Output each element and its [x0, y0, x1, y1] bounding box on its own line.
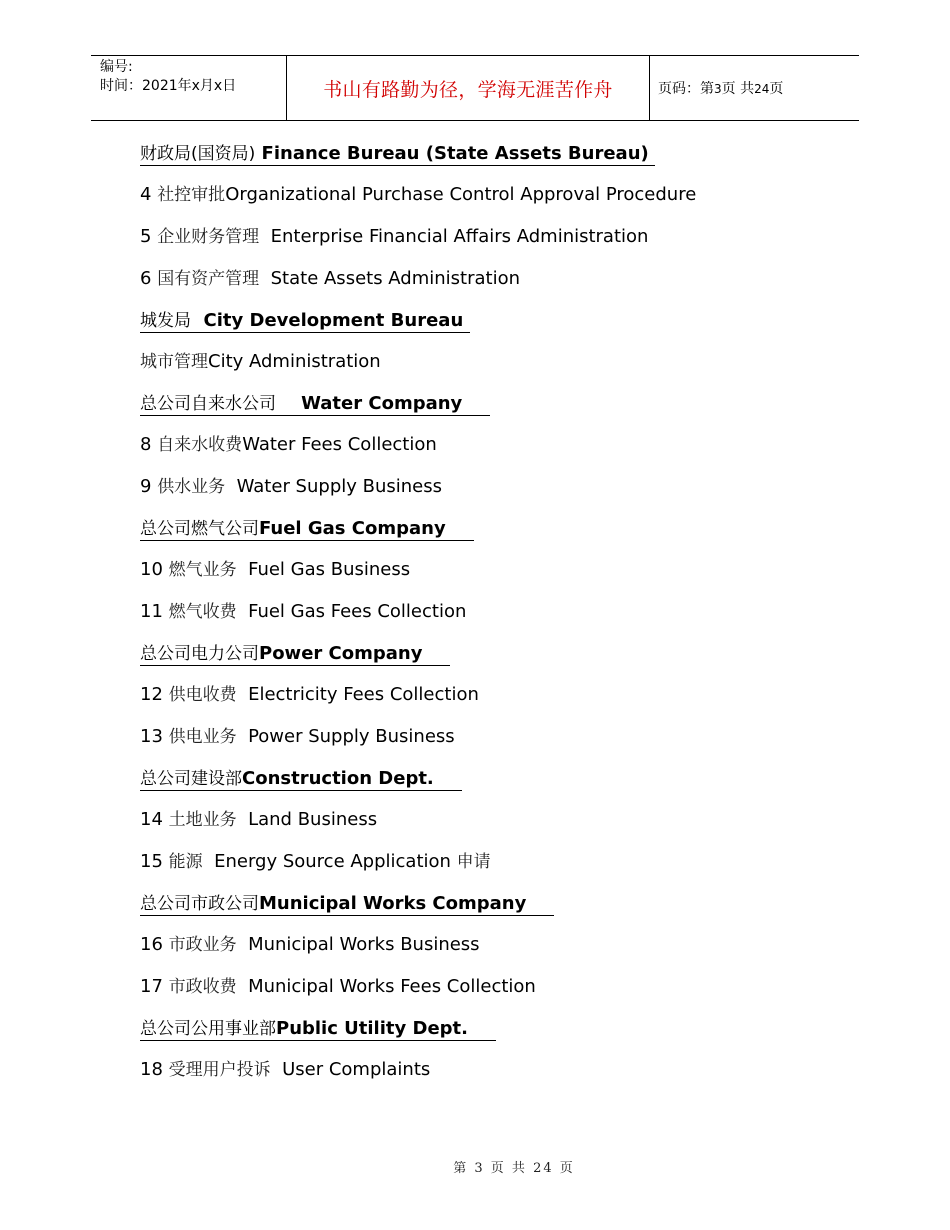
heading-en: Water Company [276, 393, 463, 414]
item-en: Energy Source Application [202, 851, 457, 872]
item-number: 16 [140, 934, 163, 955]
item-number: 10 [140, 559, 163, 580]
item-cn: 市政业务 [168, 935, 237, 955]
page-total: 24 [754, 82, 770, 96]
item-number: 18 [140, 1059, 163, 1080]
list-item [140, 183, 696, 207]
heading-cn: 总公司电力公司 [140, 644, 259, 664]
header-page-cell [650, 56, 859, 120]
list-item [140, 267, 520, 291]
item-cn: 市政收费 [168, 977, 237, 997]
list-item [140, 850, 491, 874]
item-en: Municipal Works Fees Collection [236, 976, 536, 997]
heading-cn: 财政局(国资局) [140, 144, 256, 164]
item-en: Land Business [236, 809, 378, 830]
list-item [140, 933, 480, 957]
item-en: City Administration [208, 351, 381, 372]
item-en: Fuel Gas Business [236, 559, 411, 580]
section-heading [140, 893, 554, 916]
item-cn: 自来水收费 [157, 435, 243, 455]
heading-en: Construction Dept. [242, 768, 434, 789]
section-heading [140, 393, 490, 416]
item-cn: 燃气收费 [168, 602, 237, 622]
item-cn: 供电收费 [168, 685, 237, 705]
heading-cn: 总公司自来水公司 [140, 394, 276, 414]
item-number: 8 [140, 434, 152, 455]
item-en: Power Supply Business [236, 726, 455, 747]
item-number: 4 [140, 184, 152, 205]
item-cn: 企业财务管理 [157, 227, 260, 247]
item-number: 13 [140, 726, 163, 747]
item-en: Enterprise Financial Affairs Administration [259, 226, 649, 247]
list-item [140, 600, 466, 624]
heading-en: Power Company [259, 643, 423, 664]
heading-cn: 城发局 [140, 311, 191, 331]
page-mid: 页 共 [721, 81, 755, 97]
item-cn: 燃气业务 [168, 560, 237, 580]
item-cn: 能源 [168, 852, 203, 872]
number-label: 编号: [100, 59, 133, 75]
heading-en: City Development Bureau [191, 310, 464, 331]
footer-suffix: 页 [559, 1161, 575, 1176]
item-en: Fuel Gas Fees Collection [236, 601, 467, 622]
item-cn: 国有资产管理 [157, 269, 260, 289]
list-item [140, 558, 410, 582]
section-heading [140, 143, 655, 166]
item-number: 9 [140, 476, 152, 497]
footer-current: 3 [474, 1161, 485, 1176]
header-meta-cell [91, 56, 286, 120]
item-en: Municipal Works Business [236, 934, 480, 955]
item-number: 15 [140, 851, 163, 872]
list-item [140, 683, 479, 707]
footer-prefix: 第 [453, 1161, 469, 1176]
heading-en: Public Utility Dept. [276, 1018, 468, 1039]
document-header [91, 55, 859, 121]
item-en: User Complaints [270, 1059, 431, 1080]
item-cn: 供电业务 [168, 727, 237, 747]
page-footer [0, 1157, 950, 1176]
heading-cn: 总公司市政公司 [140, 894, 259, 914]
list-item [140, 725, 455, 749]
item-en: State Assets Administration [259, 268, 521, 289]
list-item [140, 975, 536, 999]
item-number: 11 [140, 601, 163, 622]
item-en: Organizational Purchase Control Approval Procedure [225, 184, 697, 205]
item-en: Water Fees Collection [242, 434, 437, 455]
list-item [140, 225, 648, 249]
page-end: 页 [769, 81, 784, 97]
section-heading [140, 643, 450, 666]
page-current: 3 [714, 82, 722, 96]
heading-cn: 总公司公用事业部 [140, 1019, 276, 1039]
item-en: Water Supply Business [225, 476, 442, 497]
item-number: 6 [140, 268, 152, 289]
header-motto-cell [286, 56, 650, 120]
item-number: 5 [140, 226, 152, 247]
item-number: 12 [140, 684, 163, 705]
section-heading [140, 1018, 496, 1041]
heading-en: Municipal Works Company [259, 893, 527, 914]
list-item [140, 808, 377, 832]
page-info [658, 78, 783, 98]
item-cn: 土地业务 [168, 810, 237, 830]
time-label: 时间：2021年x月x日 [100, 78, 237, 94]
heading-cn: 总公司燃气公司 [140, 519, 259, 539]
heading-en: Fuel Gas Company [259, 518, 446, 539]
item-en: Electricity Fees Collection [236, 684, 479, 705]
footer-mid: 页 共 [490, 1161, 527, 1176]
list-item [140, 475, 442, 499]
item-number: 17 [140, 976, 163, 997]
list-item [140, 433, 437, 457]
item-cn: 社控审批 [157, 185, 226, 205]
item-cn-tail: 申请 [456, 852, 491, 872]
motto-text: 书山有路勤为径，学海无涯苦作舟 [323, 78, 613, 101]
item-number: 14 [140, 809, 163, 830]
footer-total: 24 [533, 1161, 554, 1176]
section-heading [140, 768, 462, 791]
section-heading [140, 518, 474, 541]
item-cn: 供水业务 [157, 477, 226, 497]
heading-en: Finance Bureau (State Assets Bureau) [255, 143, 649, 164]
heading-cn: 总公司建设部 [140, 769, 242, 789]
list-item [140, 1058, 430, 1082]
list-item [140, 350, 381, 374]
section-heading [140, 310, 470, 333]
item-cn: 受理用户投诉 [168, 1060, 271, 1080]
item-cn: 城市管理 [140, 352, 208, 372]
page-label: 页码：第 [658, 81, 714, 97]
